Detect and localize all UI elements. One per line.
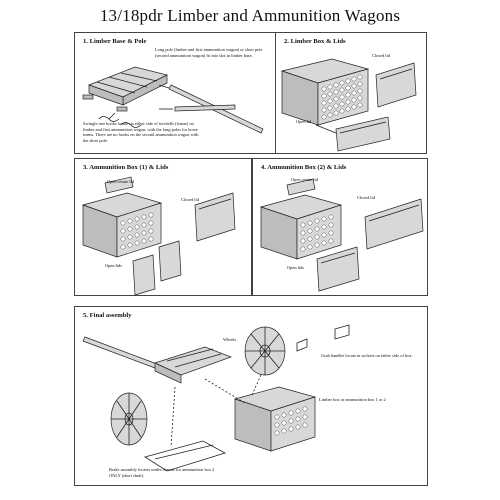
panel-title: 3. Ammunition Box (1) & Lids <box>83 164 169 171</box>
ammunition-box-2-illustration <box>253 159 427 295</box>
open-lid-label: Open lid <box>296 119 312 124</box>
open-centre-lid-label: Open centre lid <box>291 177 319 182</box>
panel-ammunition-box-1 <box>74 158 252 296</box>
panel-ammunition-box-2 <box>252 158 428 296</box>
closed-lid-label: Closed lid <box>372 53 390 58</box>
panel-limber-box-lids <box>275 32 427 154</box>
brake-assembly-label: Brake assembly locates under chassis for ammunition box 2 ONLY (short shaft). <box>109 467 215 478</box>
ammunition-box-1-illustration <box>75 159 251 295</box>
wheels-label: Wheels <box>223 337 237 342</box>
panel-title: 2. Limber Box & Lids <box>284 38 346 45</box>
panel-final-assembly <box>74 306 428 486</box>
panel-limber-base-pole <box>74 32 276 154</box>
open-lids-label: Open lids <box>287 265 304 270</box>
page-title: 13/18pdr Limber and Ammunition Wagons <box>99 6 401 25</box>
swingle-tree-note: Swingle tree hooks locate on either side of futchells (frame) on limber and first ammunition wagon, with the long poles for horse teams. There are no hooks on the second ammunition wagon with the short pole. <box>83 121 199 143</box>
panel-title: 4. Ammunition Box (2) & Lids <box>261 164 347 171</box>
pole-note: Long pole (limber and first ammunition wagon) or short pole (second ammunition wagon) fit into slot in limber base. <box>155 47 263 58</box>
open-lids-label: Open lids <box>105 263 122 268</box>
closed-lid-label: Closed lid <box>357 195 375 200</box>
grab-handles-label: Grab handles locate in sockets on either side of box. <box>321 353 413 358</box>
open-centre-lid-label: Open centre lid <box>107 179 135 184</box>
panel-title: 1. Limber Base & Pole <box>83 38 147 45</box>
panel-title: 5. Final assembly <box>83 312 132 319</box>
final-assembly-illustration <box>75 307 427 485</box>
closed-lid-label: Closed lid <box>181 197 199 202</box>
box-label: Limber box or ammunition box 1 or 2 <box>319 397 386 402</box>
limber-box-illustration <box>276 33 426 153</box>
